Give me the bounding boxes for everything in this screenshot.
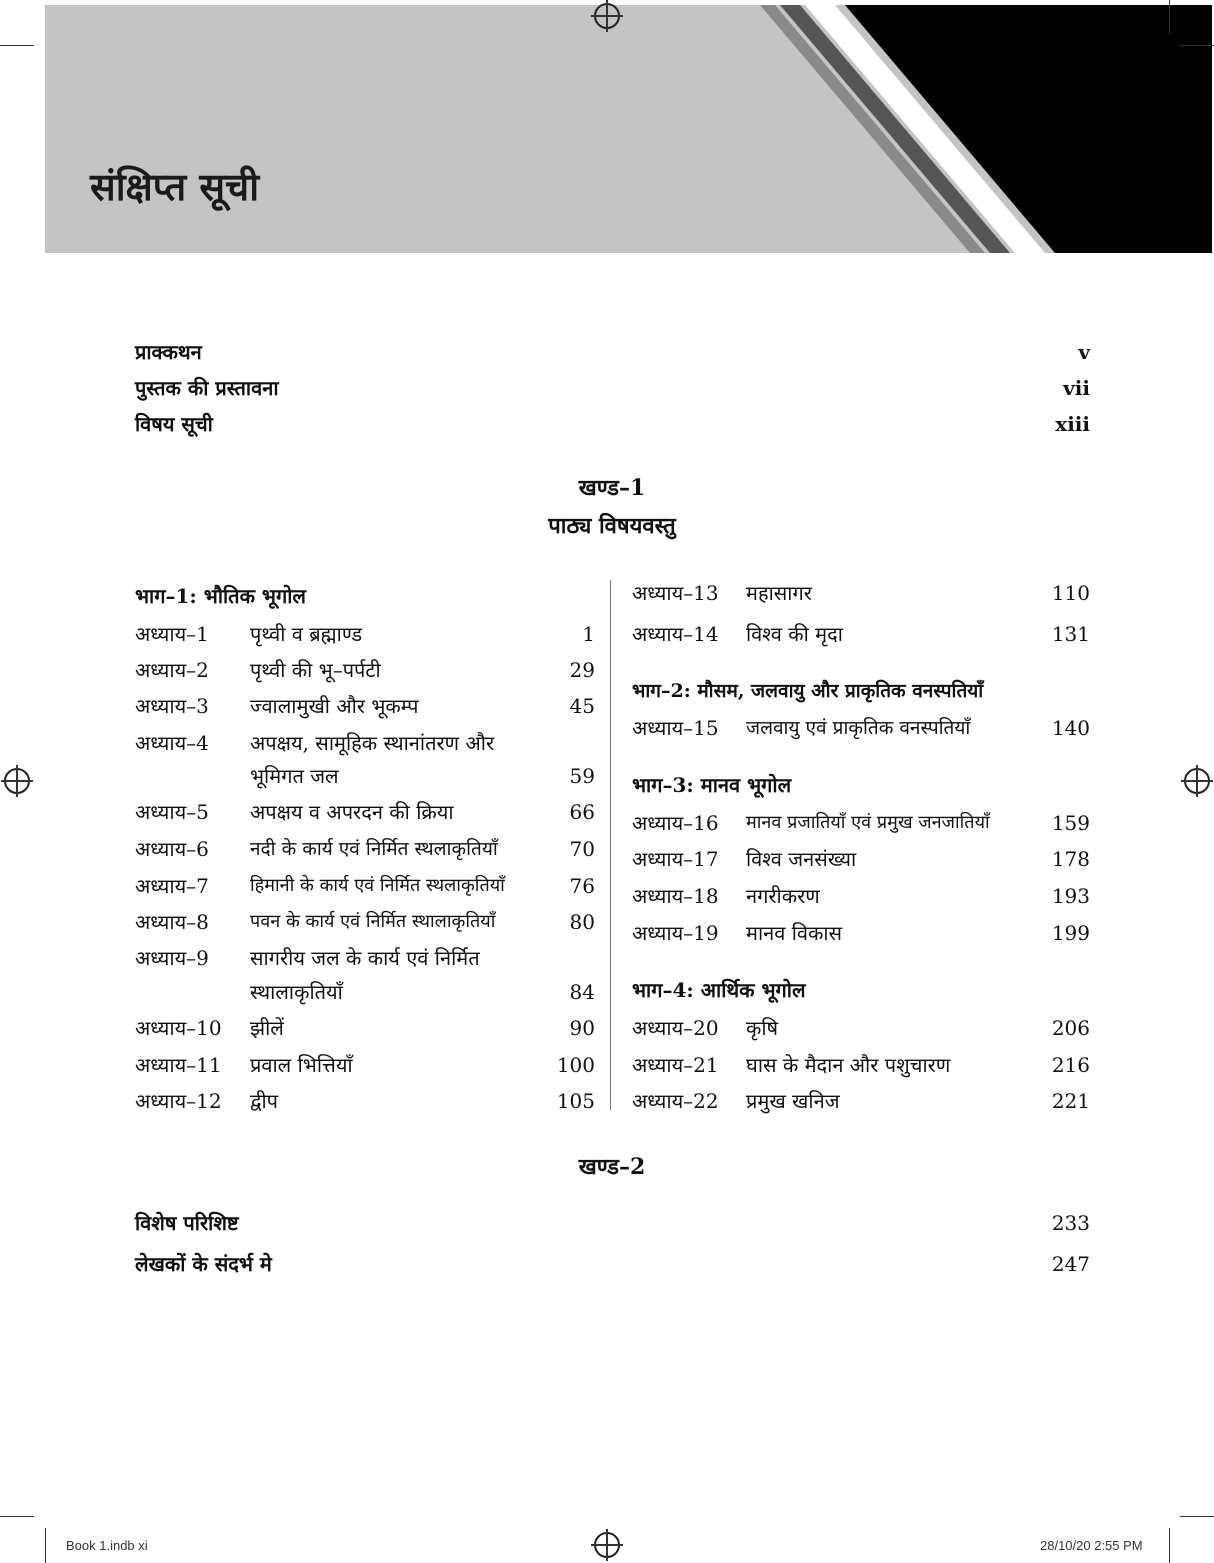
crop-mark: [0, 1516, 34, 1517]
chapter-number: अध्याय–17: [632, 847, 719, 871]
column-divider: [610, 580, 611, 1110]
chapter-title: महासागर: [746, 581, 812, 605]
chapter-page: 178: [1051, 847, 1090, 871]
chapter-title-continued: भूमिगत जल: [250, 764, 339, 788]
chapter-number: अध्याय–6: [135, 837, 209, 861]
chapter-title: अपक्षय व अपरदन की क्रिया: [250, 800, 454, 824]
chapter-title: अपक्षय, सामूहिक स्थानांतरण और: [250, 731, 495, 755]
chapter-title: नदी के कार्य एवं निर्मित स्थलाकृतियाँ: [250, 838, 498, 860]
chapter-page: 216: [1051, 1053, 1090, 1077]
chapter-page: 80: [569, 910, 595, 934]
chapter-title: मानव प्रजातियाँ एवं प्रमुख जनजातियाँ: [746, 812, 990, 833]
chapter-title: जलवायु एवं प्राकृतिक वनस्पतियाँ: [746, 717, 971, 739]
chapter-number: अध्याय–15: [632, 716, 719, 740]
chapter-number: अध्याय–18: [632, 884, 719, 908]
chapter-number: अध्याय–4: [135, 731, 209, 755]
chapter-number: अध्याय–19: [632, 921, 719, 945]
chapter-page: 140: [1051, 716, 1090, 740]
chapter-page: 105: [556, 1089, 595, 1113]
chapter-title: पृथ्वी की भू–पर्पटी: [250, 658, 381, 682]
front-matter-label: प्राक्कथन: [135, 340, 202, 364]
part-heading: भाग–4: आर्थिक भूगोल: [632, 978, 806, 1002]
banner-stripes-graphic: [45, 5, 1212, 253]
crop-mark: [1180, 45, 1214, 46]
chapter-number: अध्याय–10: [135, 1016, 222, 1040]
chapter-number: अध्याय–1: [135, 622, 209, 646]
chapter-number: अध्याय–9: [135, 946, 209, 970]
chapter-number: अध्याय–22: [632, 1089, 719, 1113]
chapter-number: अध्याय–2: [135, 658, 209, 682]
back-matter-label: विशेष परिशिष्ट: [135, 1211, 239, 1235]
chapter-number: अध्याय–20: [632, 1016, 719, 1040]
chapter-title: कृषि: [746, 1016, 779, 1040]
footer-file-label: Book 1.indb xi: [66, 1538, 148, 1553]
crop-mark: [1169, 1528, 1170, 1563]
front-matter-page: xiii: [1055, 412, 1090, 436]
back-matter-page: 233: [1051, 1211, 1090, 1235]
part-heading: भाग–2: मौसम, जलवायु और प्राकृतिक वनस्पतियाँ: [632, 680, 984, 702]
chapter-page: 1: [582, 622, 595, 646]
chapter-number: अध्याय–13: [632, 581, 719, 605]
footer-timestamp: 28/10/20 2:55 PM: [1040, 1538, 1143, 1553]
section2-title: खण्ड–2: [578, 1154, 646, 1180]
chapter-page: 100: [556, 1053, 595, 1077]
chapter-title: नगरीकरण: [746, 884, 820, 908]
chapter-number: अध्याय–11: [135, 1053, 222, 1077]
chapter-title: प्रमुख खनिज: [746, 1089, 840, 1113]
chapter-number: अध्याय–21: [632, 1053, 719, 1077]
front-matter-label: विषय सूची: [135, 412, 213, 436]
chapter-page: 90: [569, 1016, 595, 1040]
chapter-page: 70: [569, 837, 595, 861]
chapter-title: मानव विकास: [746, 921, 843, 945]
section1-subtitle: पाठ्य विषयवस्तु: [548, 513, 676, 539]
front-matter-page: v: [1078, 340, 1090, 364]
crop-mark: [45, 1528, 46, 1563]
back-matter-page: 247: [1051, 1252, 1090, 1276]
chapter-number: अध्याय–12: [135, 1089, 222, 1113]
page-title: संक्षिप्त सूची: [90, 164, 260, 209]
chapter-title: ज्वालामुखी और भूकम्प: [250, 694, 419, 718]
registration-crosshair: [591, 15, 623, 17]
chapter-number: अध्याय–5: [135, 800, 209, 824]
chapter-page: 76: [569, 874, 595, 898]
chapter-page: 206: [1051, 1016, 1090, 1040]
chapter-page: 84: [569, 980, 595, 1004]
crop-mark: [0, 45, 34, 46]
chapter-title: घास के मैदान और पशुचारण: [746, 1053, 951, 1077]
chapter-page: 45: [569, 694, 595, 718]
chapter-title: द्वीप: [250, 1089, 279, 1113]
crop-mark: [1180, 1516, 1214, 1517]
chapter-title: सागरीय जल के कार्य एवं निर्मित: [250, 946, 480, 970]
chapter-title: पृथ्वी व ब्रह्माण्ड: [250, 622, 363, 646]
front-matter-page: vii: [1063, 376, 1090, 400]
chapter-title: विश्व जनसंख्या: [746, 847, 857, 871]
part-heading: भाग–3: मानव भूगोल: [632, 773, 792, 797]
chapter-number: अध्याय–14: [632, 622, 719, 646]
chapter-page: 29: [569, 658, 595, 682]
registration-crosshair: [1181, 780, 1213, 782]
chapter-number: अध्याय–3: [135, 694, 209, 718]
chapter-page: 193: [1051, 884, 1090, 908]
header-banner: [45, 5, 1212, 253]
chapter-page: 66: [569, 800, 595, 824]
chapter-page: 199: [1051, 921, 1090, 945]
chapter-title: पवन के कार्य एवं निर्मित स्थालाकृतियाँ: [250, 911, 496, 932]
registration-crosshair: [1, 780, 33, 782]
chapter-number: अध्याय–7: [135, 874, 209, 898]
chapter-title: प्रवाल भित्तियाँ: [250, 1053, 353, 1077]
front-matter-label: पुस्तक की प्रस्तावना: [135, 376, 279, 400]
chapter-page: 110: [1051, 581, 1090, 605]
crop-mark: [1169, 0, 1170, 34]
part-heading: भाग–1: भौतिक भूगोल: [135, 584, 306, 608]
chapter-page: 59: [569, 764, 595, 788]
back-matter-label: लेखकों के संदर्भ मे: [135, 1252, 272, 1276]
chapter-number: अध्याय–16: [632, 811, 719, 835]
chapter-title-continued: स्थालाकृतियाँ: [250, 980, 343, 1004]
chapter-title: विश्व की मृदा: [746, 622, 843, 646]
registration-crosshair: [591, 1544, 623, 1546]
chapter-page: 159: [1051, 811, 1090, 835]
chapter-title: झीलें: [250, 1016, 284, 1040]
chapter-page: 131: [1051, 622, 1090, 646]
chapter-page: 221: [1051, 1089, 1090, 1113]
chapter-title: हिमानी के कार्य एवं निर्मित स्थलाकृतियाँ: [250, 875, 505, 896]
section1-title: खण्ड–1: [578, 475, 646, 501]
chapter-number: अध्याय–8: [135, 910, 209, 934]
